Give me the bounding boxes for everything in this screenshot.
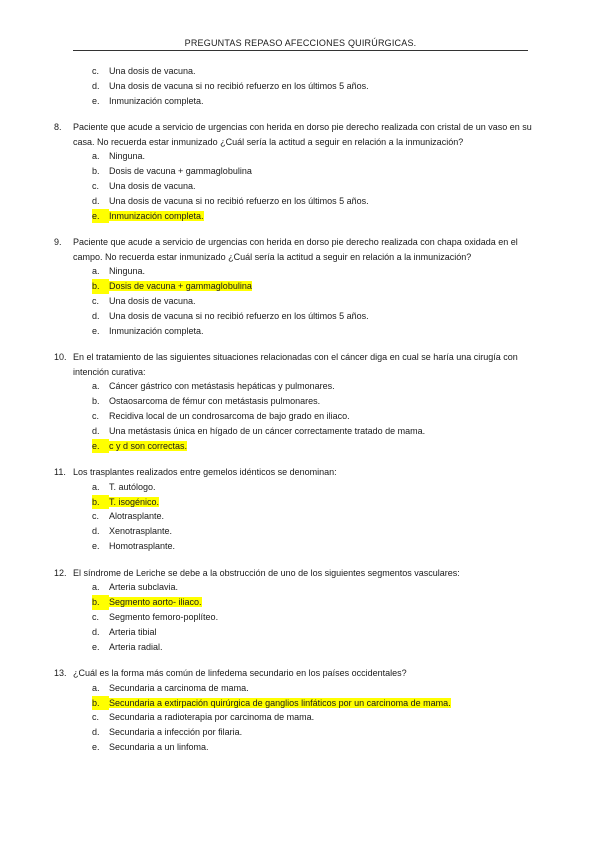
- option-letter: b.: [92, 696, 109, 711]
- option-text-wrapper: [109, 409, 350, 424]
- option-text-wrapper: [109, 424, 425, 439]
- option-text-wrapper: [109, 309, 369, 324]
- answer-option: [0, 640, 600, 655]
- question-block: [0, 465, 600, 553]
- option-text: Arteria tibial: [109, 626, 157, 637]
- option-text-wrapper: [109, 696, 451, 711]
- question-stem: [0, 566, 600, 581]
- option-text: Inmunización completa.: [109, 210, 204, 221]
- option-text: Secundaria a extirpación quirúrgica de ganglios linfáticos por un carcinoma de mama.: [109, 697, 451, 708]
- option-letter: b.: [92, 396, 100, 407]
- option-text: Ninguna.: [109, 266, 146, 277]
- header-divider: [73, 50, 528, 51]
- answer-option: [0, 480, 600, 495]
- answer-option-highlighted: [0, 279, 600, 294]
- option-letter: c.: [92, 712, 100, 723]
- option-letter: d.: [92, 526, 100, 537]
- question-text: ¿Cuál es la forma más común de linfedema secundario en los países occidentales?: [73, 668, 407, 679]
- answer-options: [0, 149, 600, 223]
- answer-option: [0, 149, 600, 164]
- option-text: Secundaria a un linfoma.: [109, 742, 209, 752]
- option-text-wrapper: [109, 94, 204, 109]
- answer-option: [0, 64, 600, 79]
- option-letter: b.: [92, 495, 109, 510]
- question-text: El síndrome de Leriche se debe a la obstrucción de uno de los siguientes segmentos vasculares:: [73, 567, 460, 578]
- option-text: Segmento aorto- iliaco.: [109, 597, 202, 608]
- question-text: Paciente que acude a servicio de urgencias con herida en dorso pie derecho realizada con cristal de un vaso en su casa. No recuerda estar inmunizado ¿Cuál sería la actitud a seguir en relación a la inmunización?: [73, 122, 532, 147]
- answer-option: [0, 394, 600, 409]
- option-text: Una dosis de vacuna.: [109, 295, 196, 306]
- option-text-wrapper: [109, 681, 249, 696]
- option-text: Homotrasplante.: [109, 541, 176, 552]
- option-text: Ninguna.: [109, 151, 146, 162]
- question-stem: [0, 350, 600, 379]
- answer-option: [0, 424, 600, 439]
- answer-option: [0, 79, 600, 94]
- option-letter: c.: [92, 511, 100, 522]
- option-text: Ostaosarcoma de fémur con metástasis pulmonares.: [109, 396, 321, 407]
- option-letter: c.: [92, 410, 100, 421]
- answer-option: [0, 681, 600, 696]
- question-stem: [0, 666, 600, 681]
- answer-option: [0, 179, 600, 194]
- option-text-wrapper: [109, 580, 178, 595]
- option-text: T. isogénico.: [109, 496, 160, 507]
- answer-option: [0, 94, 600, 109]
- option-text-wrapper: [109, 164, 252, 179]
- option-letter: a.: [92, 582, 100, 593]
- option-letter: c.: [92, 180, 100, 191]
- question-block: [0, 350, 600, 453]
- answer-option: [0, 625, 600, 640]
- option-text: Una dosis de vacuna si no recibió refuerzo en los últimos 5 años.: [109, 310, 369, 321]
- answer-option: [0, 610, 600, 625]
- question-number: 11.: [54, 467, 66, 478]
- option-letter: d.: [92, 310, 100, 321]
- option-text-wrapper: [109, 625, 157, 640]
- option-text: Cáncer gástrico con metástasis hepáticas y pulmonares.: [109, 381, 335, 392]
- option-text: Inmunización completa.: [109, 325, 204, 336]
- question-stem: [0, 465, 600, 480]
- option-letter: b.: [92, 166, 100, 177]
- question-stem: [0, 235, 600, 264]
- option-text-wrapper: [109, 64, 196, 79]
- option-text: Una dosis de vacuna.: [109, 180, 196, 191]
- answer-option: [0, 740, 600, 755]
- option-text-wrapper: [109, 149, 145, 164]
- answer-options: [0, 264, 600, 338]
- option-letter: c.: [92, 295, 100, 306]
- option-letter: a.: [92, 381, 100, 392]
- option-letter: a.: [92, 682, 100, 693]
- answer-options: [0, 681, 600, 755]
- option-letter: b.: [92, 279, 109, 294]
- option-letter: e.: [92, 95, 100, 106]
- option-letter: d.: [92, 195, 100, 206]
- option-text-wrapper: [109, 379, 335, 394]
- option-letter: e.: [92, 742, 100, 752]
- option-text: Arteria subclavia.: [109, 582, 179, 593]
- option-letter: e.: [92, 209, 109, 224]
- option-letter: d.: [92, 626, 100, 637]
- option-text-wrapper: [109, 439, 187, 454]
- option-text-wrapper: [109, 264, 145, 279]
- option-letter: d.: [92, 80, 100, 91]
- option-letter: e.: [92, 325, 100, 336]
- answer-option: [0, 710, 600, 725]
- option-letter: a.: [92, 481, 100, 492]
- answer-option: [0, 725, 600, 740]
- option-text: Secundaria a carcinoma de mama.: [109, 682, 249, 693]
- option-text-wrapper: [109, 324, 204, 339]
- option-text-wrapper: [109, 279, 252, 294]
- answer-options: [0, 379, 600, 453]
- answer-option: [0, 309, 600, 324]
- option-letter: c.: [92, 611, 100, 622]
- question-block: [0, 666, 600, 754]
- option-text: Una dosis de vacuna si no recibió refuerzo en los últimos 5 años.: [109, 195, 369, 206]
- question-text: En el tratamiento de las siguientes situaciones relacionadas con el cáncer diga en cual se haría una cirugía con intención curativa:: [73, 352, 518, 377]
- option-text-wrapper: [109, 209, 204, 224]
- option-text-wrapper: [109, 725, 242, 740]
- option-text: Secundaria a infección por filaria.: [109, 727, 243, 738]
- option-text-wrapper: [109, 194, 369, 209]
- question-number: 8.: [54, 122, 62, 133]
- option-letter: e.: [92, 541, 100, 552]
- option-text-wrapper: [109, 524, 172, 539]
- option-text-wrapper: [109, 595, 202, 610]
- question-number: 13.: [54, 668, 67, 679]
- question-block: [0, 566, 600, 654]
- question-text: Paciente que acude a servicio de urgencias con herida en dorso pie derecho realizada con chapa oxidada en el campo. No recuerda estar inmunizado ¿Cuál sería la actitud a seguir en relación a la inmunización?: [73, 237, 518, 262]
- question-list: [0, 64, 600, 755]
- question-block: [0, 64, 600, 108]
- option-text: Alotrasplante.: [109, 511, 165, 522]
- answer-option: [0, 580, 600, 595]
- question-number: 12.: [54, 567, 67, 578]
- option-letter: d.: [92, 727, 100, 738]
- answer-option: [0, 539, 600, 554]
- answer-option: [0, 324, 600, 339]
- option-text: Una dosis de vacuna si no recibió refuerzo en los últimos 5 años.: [109, 80, 369, 91]
- answer-option: [0, 409, 600, 424]
- answer-option: [0, 294, 600, 309]
- answer-option-highlighted: [0, 209, 600, 224]
- option-letter: a.: [92, 151, 100, 162]
- option-text: Secundaria a radioterapia por carcinoma de mama.: [109, 712, 315, 723]
- answer-option: [0, 164, 600, 179]
- option-text-wrapper: [109, 294, 196, 309]
- option-text-wrapper: [109, 495, 159, 510]
- answer-option: [0, 509, 600, 524]
- option-text-wrapper: [109, 610, 218, 625]
- option-text-wrapper: [109, 179, 196, 194]
- answer-options: [0, 480, 600, 554]
- question-block: [0, 120, 600, 223]
- option-letter: a.: [92, 266, 100, 277]
- question-number: 9.: [54, 237, 62, 248]
- answer-option: [0, 194, 600, 209]
- option-text: Una dosis de vacuna.: [109, 66, 196, 76]
- option-letter: d.: [92, 425, 100, 436]
- option-text-wrapper: [109, 539, 175, 554]
- question-block: [0, 235, 600, 338]
- option-letter: e.: [92, 641, 100, 652]
- answer-option: [0, 379, 600, 394]
- answer-option-highlighted: [0, 495, 600, 510]
- page-header-title: PREGUNTAS REPASO AFECCIONES QUIRÚRGICAS.: [184, 38, 417, 48]
- answer-option-highlighted: [0, 439, 600, 454]
- option-letter: e.: [92, 439, 109, 454]
- option-text: Xenotrasplante.: [109, 526, 173, 537]
- answer-option: [0, 264, 600, 279]
- option-letter: b.: [92, 595, 109, 610]
- option-text: T. autólogo.: [109, 481, 156, 492]
- answer-options: [0, 580, 600, 654]
- question-stem: [0, 120, 600, 149]
- option-text: Recidiva local de un condrosarcoma de bajo grado en iliaco.: [109, 410, 350, 421]
- option-text-wrapper: [109, 710, 314, 725]
- question-number: 10.: [54, 352, 67, 363]
- option-text: Segmento femoro-poplíteo.: [109, 611, 219, 622]
- option-text: Inmunización completa.: [109, 95, 204, 106]
- option-text-wrapper: [109, 509, 164, 524]
- answer-option: [0, 524, 600, 539]
- option-text: c y d son correctas.: [109, 440, 188, 451]
- option-text-wrapper: [109, 394, 320, 409]
- option-text: Una metástasis única en hígado de un cáncer correctamente tratado de mama.: [109, 425, 426, 436]
- option-text-wrapper: [109, 480, 156, 495]
- option-text-wrapper: [109, 640, 163, 655]
- option-text-wrapper: [109, 740, 209, 755]
- answer-options: [0, 64, 600, 108]
- option-text-wrapper: [109, 79, 369, 94]
- option-text: Arteria radial.: [109, 641, 163, 652]
- option-text: Dosis de vacuna + gammaglobulina: [109, 166, 252, 177]
- option-letter: c.: [92, 66, 100, 76]
- answer-option-highlighted: [0, 696, 600, 711]
- option-text: Dosis de vacuna + gammaglobulina: [109, 281, 252, 292]
- question-text: Los trasplantes realizados entre gemelos idénticos se denominan:: [73, 467, 337, 478]
- answer-option-highlighted: [0, 595, 600, 610]
